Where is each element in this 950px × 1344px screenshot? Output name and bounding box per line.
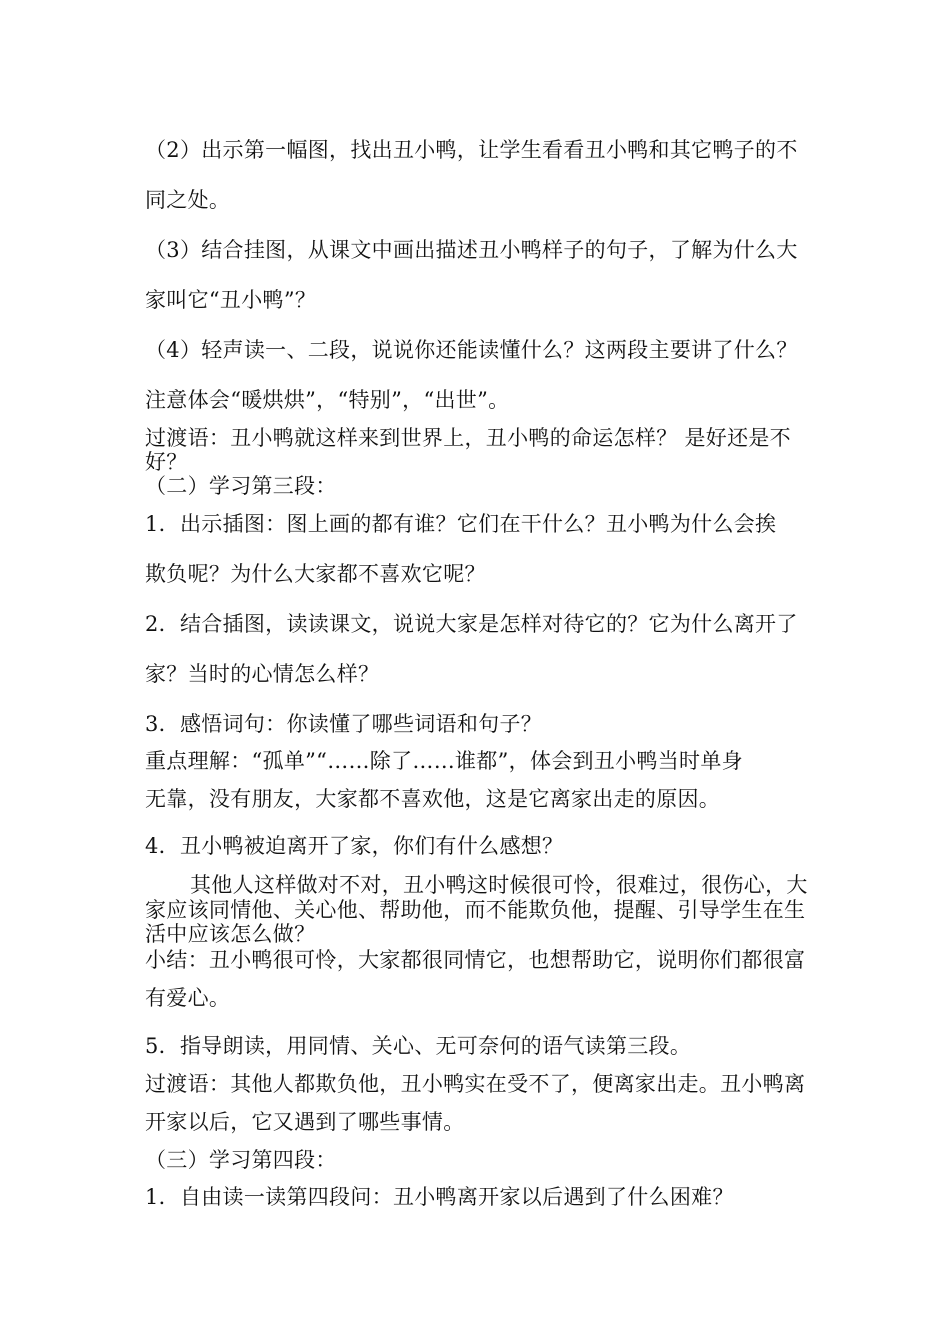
text-line: 过渡语：其他人都欺负他，丑小鸭实在受不了，便离家出走。丑小鸭离 — [145, 1072, 806, 1096]
text-line: 过渡语：丑小鸭就这样来到世界上，丑小鸭的命运怎样？ 是好还是不 — [145, 426, 791, 450]
text-line: 3．感悟词句：你读懂了哪些词语和句子？ — [145, 712, 543, 736]
text-line: 4．丑小鸭被迫离开了家，你们有什么感想？ — [145, 834, 564, 858]
text-line: 1．自由读一读第四段问：丑小鸭离开家以后遇到了什么困难？ — [145, 1185, 734, 1209]
text-line: 家应该同情他、关心他、帮助他，而不能欺负他，提醒、引导学生在生 — [145, 898, 806, 922]
text-line: （2）出示第一幅图，找出丑小鸭，让学生看看丑小鸭和其它鸭子的不 — [145, 138, 798, 162]
text-line: 家？当时的心情怎么样？ — [145, 662, 380, 686]
text-line: 活中应该怎么做？ — [145, 922, 316, 946]
text-line: 欺负呢？为什么大家都不喜欢它呢？ — [145, 562, 486, 586]
text-line: （4）轻声读一、二段，说说你还能读懂什么？这两段主要讲了什么？ — [145, 338, 798, 362]
text-line: 同之处。 — [145, 188, 231, 212]
text-line: 1．出示插图：图上画的都有谁？它们在干什么？丑小鸭为什么会挨 — [145, 512, 777, 536]
text-line: 好？ — [145, 450, 188, 474]
text-line: （3）结合挂图，从课文中画出描述丑小鸭样子的句子，了解为什么大 — [145, 238, 798, 262]
text-line: 开家以后，它又遇到了哪些事情。 — [145, 1110, 465, 1134]
text-line: 家叫它“丑小鸭”？ — [145, 288, 317, 312]
text-line: 重点理解：“孤单”“……除了……谁都”，体会到丑小鸭当时单身 — [145, 749, 743, 773]
section-heading: （三）学习第四段： — [145, 1148, 337, 1172]
text-line: 5．指导朗读，用同情、关心、无可奈何的语气读第三段。 — [145, 1034, 692, 1058]
text-line: 注意体会“暖烘烘”，“特别”，“出世”。 — [145, 388, 510, 412]
section-heading: （二）学习第三段： — [145, 474, 337, 498]
text-line: 有爱心。 — [145, 986, 231, 1010]
text-line: 其他人这样做对不对，丑小鸭这时候很可怜，很难过，很伤心，大 — [190, 873, 808, 897]
text-line: 小结：丑小鸭很可怜，大家都很同情它，也想帮助它，说明你们都很富 — [145, 948, 806, 972]
text-line: 无靠，没有朋友，大家都不喜欢他，这是它离家出走的原因。 — [145, 787, 721, 811]
text-line: 2．结合插图，读读课文，说说大家是怎样对待它的？它为什么离开了 — [145, 612, 798, 636]
